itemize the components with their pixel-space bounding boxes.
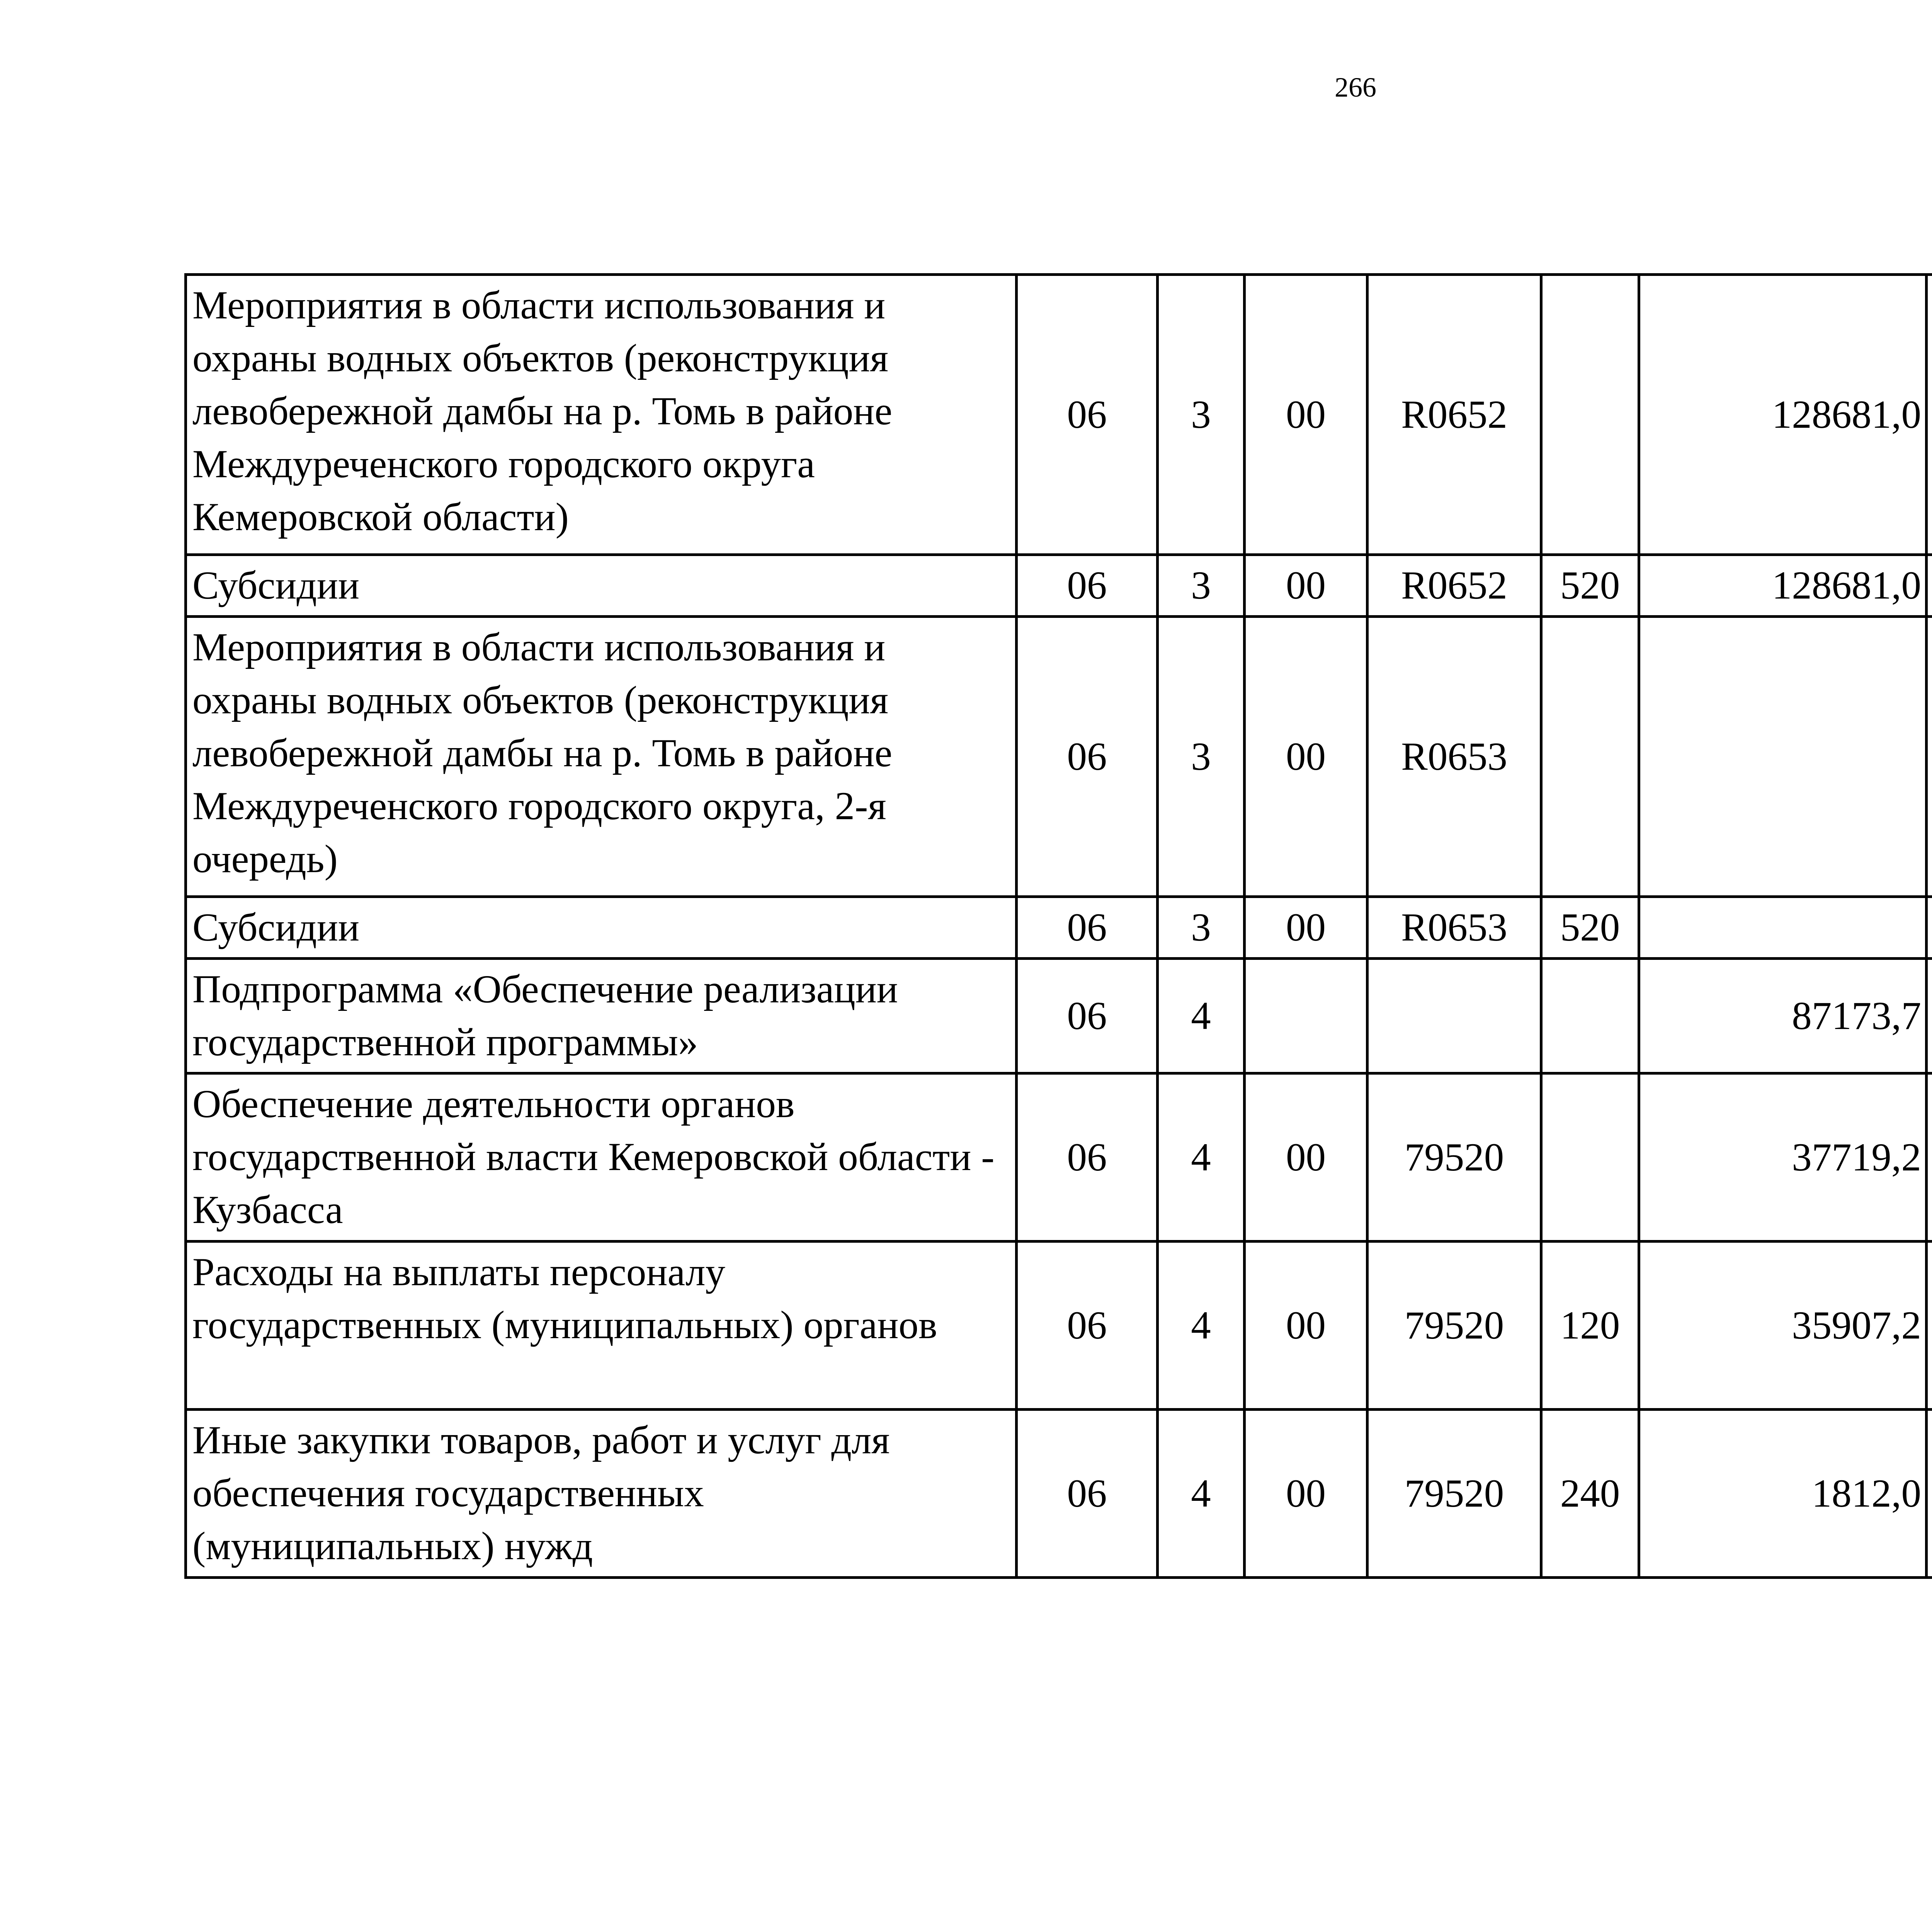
table-row xyxy=(186,897,1932,959)
sub-cell: 00 xyxy=(1245,617,1367,897)
sum2-cell xyxy=(1927,617,1932,897)
sum2-cell xyxy=(1927,1073,1932,1242)
tsel-statya-cell: R0652 xyxy=(1367,555,1541,617)
razdel-cell: 06 xyxy=(1017,959,1158,1073)
sub-cell: 00 xyxy=(1245,897,1367,959)
podrazdel-cell: 3 xyxy=(1158,275,1245,555)
vid-rashodov-cell xyxy=(1541,1073,1639,1242)
sub-cell xyxy=(1245,959,1367,1073)
podrazdel-cell: 3 xyxy=(1158,897,1245,959)
expense-name: Обеспечение деятельности органов государственной власти Кемеровской области - Кузбасса xyxy=(186,1073,1017,1242)
podrazdel-cell: 4 xyxy=(1158,959,1245,1073)
sum2-cell xyxy=(1927,1410,1932,1578)
vid-rashodov-cell: 240 xyxy=(1541,1410,1639,1578)
vid-rashodov-cell: 520 xyxy=(1541,897,1639,959)
sum1-cell xyxy=(1639,617,1927,897)
sum2-cell xyxy=(1927,1242,1932,1410)
tsel-statya-cell xyxy=(1367,959,1541,1073)
expense-name: Субсидии xyxy=(186,555,1017,617)
page-number: 266 xyxy=(1335,72,1376,103)
sum1-cell: 128681,0 xyxy=(1639,275,1927,555)
sum2-cell xyxy=(1927,897,1932,959)
sub-cell: 00 xyxy=(1245,1410,1367,1578)
vid-rashodov-cell xyxy=(1541,275,1639,555)
razdel-cell: 06 xyxy=(1017,275,1158,555)
vid-rashodov-cell: 520 xyxy=(1541,555,1639,617)
expense-name: Иные закупки товаров, работ и услуг для обеспечения государственных (муниципальных) нужд xyxy=(186,1410,1017,1578)
table-row xyxy=(186,1073,1932,1242)
podrazdel-cell: 4 xyxy=(1158,1242,1245,1410)
budget-table xyxy=(184,273,1932,1579)
sub-cell: 00 xyxy=(1245,555,1367,617)
tsel-statya-cell: R0653 xyxy=(1367,897,1541,959)
sum2-cell xyxy=(1927,275,1932,555)
sum1-cell: 128681,0 xyxy=(1639,555,1927,617)
expense-name: Мероприятия в области использования и охраны водных объектов (реконструкция левобережной дамбы на р. Томь в районе Междуреченского городского округа Кемеровской области) xyxy=(186,275,1017,555)
tsel-statya-cell: R0653 xyxy=(1367,617,1541,897)
vid-rashodov-cell xyxy=(1541,617,1639,897)
expense-name: Расходы на выплаты персоналу государственных (муниципальных) органов xyxy=(186,1242,1017,1410)
sub-cell: 00 xyxy=(1245,1073,1367,1242)
vid-rashodov-cell xyxy=(1541,959,1639,1073)
table-row xyxy=(186,617,1932,897)
expense-name: Мероприятия в области использования и охраны водных объектов (реконструкция левобережной дамбы на р. Томь в районе Междуреченского городского округа, 2-я очередь) xyxy=(186,617,1017,897)
tsel-statya-cell: 79520 xyxy=(1367,1410,1541,1578)
table-row xyxy=(186,959,1932,1073)
sum1-cell: 35907,2 xyxy=(1639,1242,1927,1410)
expense-name: Субсидии xyxy=(186,897,1017,959)
table-row xyxy=(186,555,1932,617)
razdel-cell: 06 xyxy=(1017,617,1158,897)
table-row xyxy=(186,275,1932,555)
podrazdel-cell: 3 xyxy=(1158,555,1245,617)
sub-cell: 00 xyxy=(1245,1242,1367,1410)
sum1-cell: 37719,2 xyxy=(1639,1073,1927,1242)
sum1-cell xyxy=(1639,897,1927,959)
razdel-cell: 06 xyxy=(1017,1242,1158,1410)
tsel-statya-cell: R0652 xyxy=(1367,275,1541,555)
expense-name: Подпрограмма «Обеспечение реализации государственной программы» xyxy=(186,959,1017,1073)
tsel-statya-cell: 79520 xyxy=(1367,1073,1541,1242)
table-row xyxy=(186,1242,1932,1410)
sum1-cell: 87173,7 xyxy=(1639,959,1927,1073)
sum1-cell: 1812,0 xyxy=(1639,1410,1927,1578)
podrazdel-cell: 3 xyxy=(1158,617,1245,897)
razdel-cell: 06 xyxy=(1017,1073,1158,1242)
vid-rashodov-cell: 120 xyxy=(1541,1242,1639,1410)
sub-cell: 00 xyxy=(1245,275,1367,555)
sum2-cell xyxy=(1927,959,1932,1073)
podrazdel-cell: 4 xyxy=(1158,1410,1245,1578)
razdel-cell: 06 xyxy=(1017,1410,1158,1578)
podrazdel-cell: 4 xyxy=(1158,1073,1245,1242)
sum2-cell xyxy=(1927,555,1932,617)
tsel-statya-cell: 79520 xyxy=(1367,1242,1541,1410)
razdel-cell: 06 xyxy=(1017,555,1158,617)
table-row xyxy=(186,1410,1932,1578)
razdel-cell: 06 xyxy=(1017,897,1158,959)
